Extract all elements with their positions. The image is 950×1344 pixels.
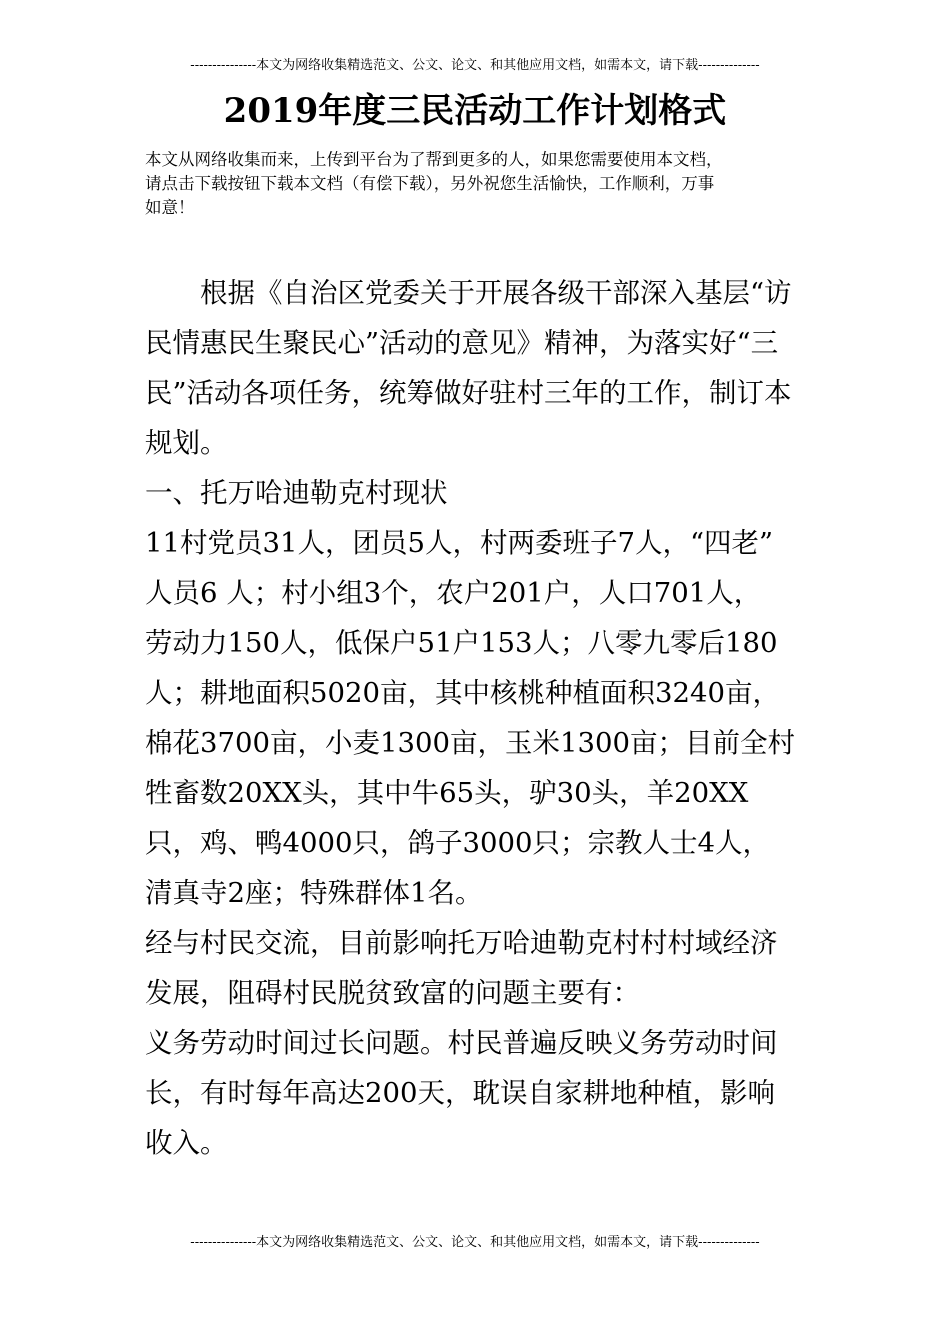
intro-line: 如意！ [145, 198, 195, 217]
body-line: 义务劳动时间过长问题。村民普遍反映义务劳动时间 [145, 1027, 778, 1059]
body-line: 经与村民交流，目前影响托万哈迪勒克村村村域经济 [145, 927, 778, 959]
footer-banner: ---------------本文为网络收集精选范文、公文、论文、和其他应用文档，如需本文，请下载-------------- [190, 1235, 760, 1250]
body-line: 棉花3700亩，小麦1300亩，玉米1300亩；目前全村 [145, 727, 795, 759]
body-line: 劳动力150人，低保户51户153人；八零九零后180 [145, 627, 778, 659]
body-line: 人员6 人；村小组3个，农户201户，人口701人， [145, 577, 762, 609]
body-line: 牲畜数20XX头，其中牛65头，驴30头，羊20XX [145, 777, 749, 809]
body-line: 根据《自治区党委关于开展各级干部深入基层“访 [145, 277, 792, 309]
document-title: 2019年度三民活动工作计划格式 [223, 91, 727, 131]
body-line: 11村党员31人，团员5人，村两委班子7人，“四老” [145, 527, 774, 559]
section-heading: 一、托万哈迪勒克村现状 [145, 477, 448, 509]
intro-note [145, 148, 809, 220]
body-line: 收入。 [145, 1127, 228, 1159]
body-line: 民情惠民生聚民心”活动的意见》精神，为落实好“三 [145, 327, 779, 359]
body-line: 发展，阻碍村民脱贫致富的问题主要有： [145, 977, 640, 1009]
intro-line: 请点击下载按钮下载本文档（有偿下载），另外祝您生活愉快，工作顺利，万事 [145, 174, 715, 193]
body-line: 人；耕地面积5020亩，其中核桃种植面积3240亩， [145, 677, 780, 709]
body-line: 长，有时每年高达200天，耽误自家耕地种植，影响 [145, 1077, 775, 1109]
body-line: 只，鸡、鸭4000只，鸽子3000只；宗教人士4人， [145, 827, 770, 859]
body-line: 清真寺2座；特殊群体1名。 [145, 877, 483, 909]
body-line: 民”活动各项任务，统筹做好驻村三年的工作，制订本 [145, 377, 792, 409]
body-line: 规划。 [145, 427, 228, 459]
header-banner: ---------------本文为网络收集精选范文、公文、论文、和其他应用文档，如需本文，请下载-------------- [190, 58, 760, 73]
intro-line: 本文从网络收集而来，上传到平台为了帮到更多的人，如果您需要使用本文档， [145, 150, 723, 169]
body-text [145, 268, 809, 1168]
